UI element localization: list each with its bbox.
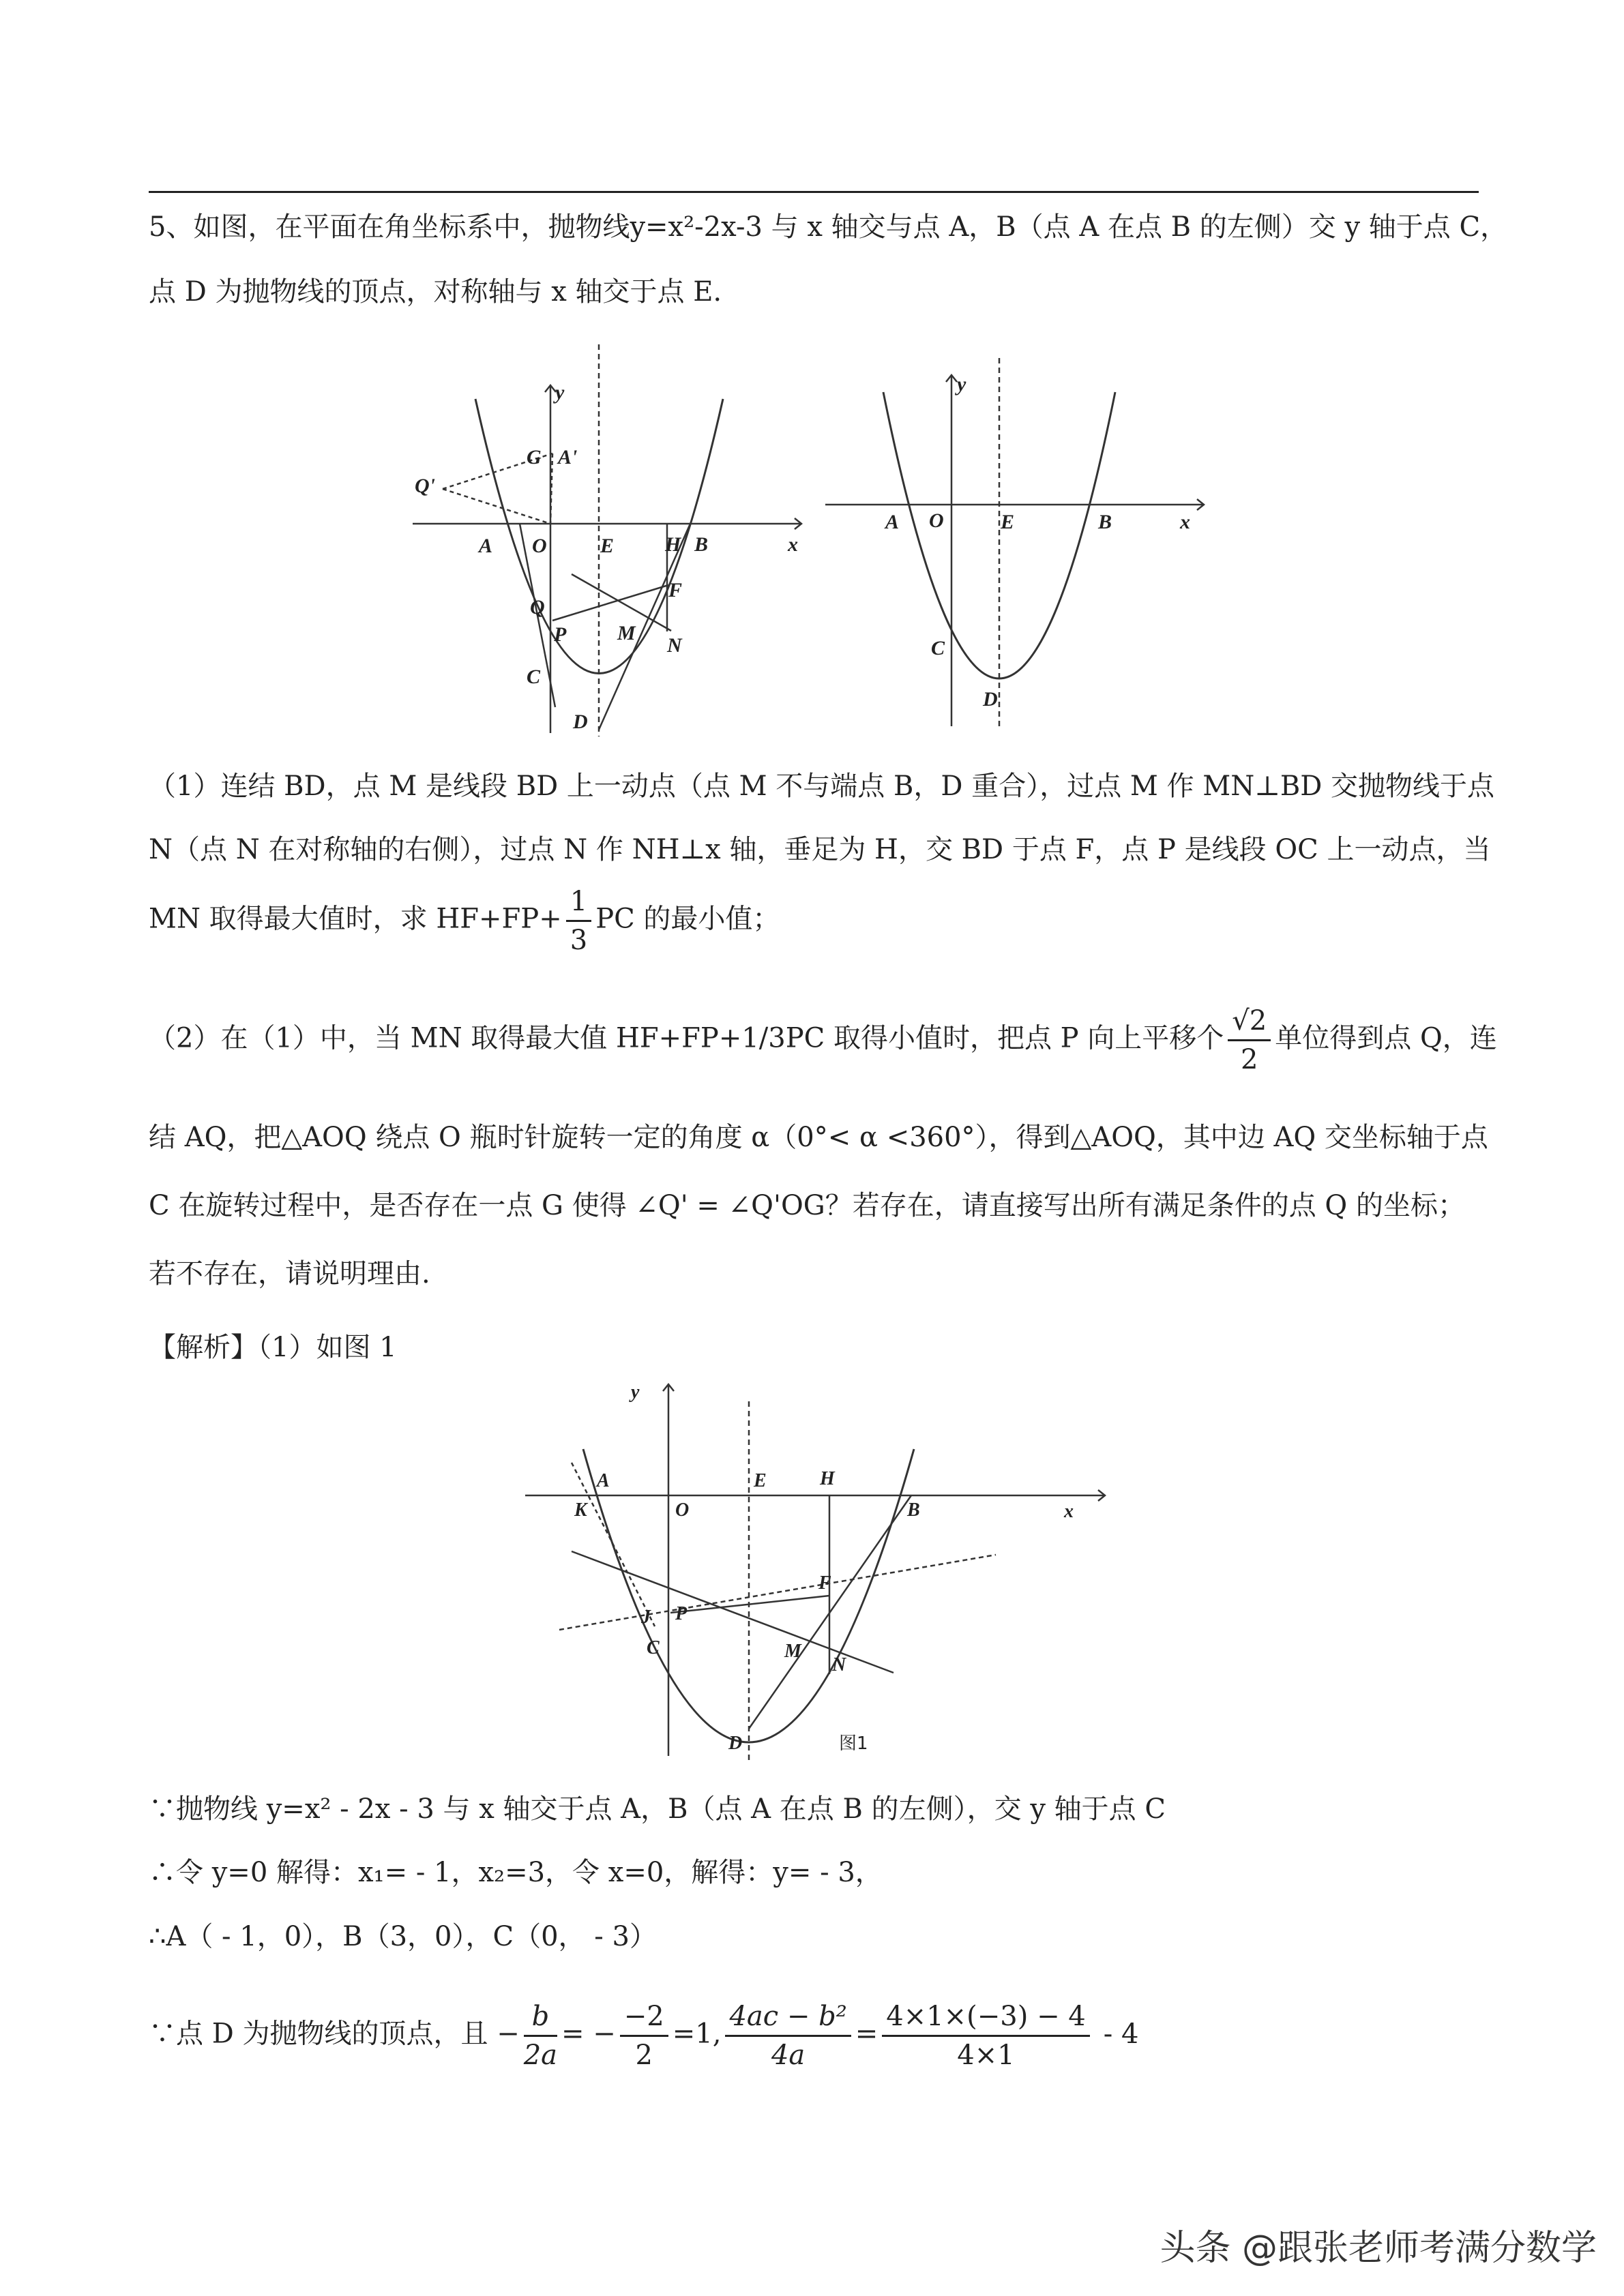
part1-line-3-text-b: PC 的最小值； xyxy=(595,903,780,935)
part1-line-3-text-a: MN 取得最大值时，求 HF+FP+ xyxy=(149,903,562,935)
figure-1-caption: 图1 xyxy=(839,1733,868,1754)
solution-line-3: ∴A（ - 1，0），B（3，0），C（0， - 3） xyxy=(149,1921,657,1952)
fig2-label-O: O xyxy=(929,509,944,532)
part2-line-3: C 在旋转过程中，是否存在一点 G 使得 ∠Q' = ∠Q'OG？若存在，请直接写出所有满足条件的点 Q 的坐标； xyxy=(149,1190,1465,1221)
part2-line-2: 结 AQ，把△AOQ 绕点 O 瓶时针旋转一定的角度 α（0°< α <360°），得到△AOQ，其中边 AQ 交坐标轴于点 xyxy=(149,1122,1488,1153)
solution-heading: 【解析】（1）如图 1 xyxy=(149,1332,397,1363)
fig1-label-C: C xyxy=(527,666,541,688)
fig2-label-B: B xyxy=(1098,511,1112,533)
fig1-label-G: G xyxy=(527,446,542,468)
fig2-label-x: x xyxy=(1180,511,1190,533)
fig3-label-K: K xyxy=(574,1500,587,1521)
solution-line-1: ∵抛物线 y=x² - 2x - 3 与 x 轴交于点 A，B（点 A 在点 B 的左侧），交 y 轴于点 C xyxy=(149,1793,1166,1825)
fig1-label-F: F xyxy=(668,579,683,601)
solution-line-4: ∵点 D 为抛物线的顶点，且 − $\frac{b}{2a}$ = − $\frac{-2}{2}$ =1, $\frac{\text{4ac − b²}}{4a}$ = $\frac{4\times 1\times(-3) - 4}{4\times 1}$ - 4 xyxy=(149,1998,1479,2074)
fig1-label-A-prime: A' xyxy=(558,446,578,468)
fig1-label-Q-prime: Q' xyxy=(415,475,435,497)
fig3-label-F: F xyxy=(818,1572,831,1594)
figure-1 xyxy=(518,1381,1119,1776)
fig3-label-O: O xyxy=(675,1500,690,1521)
fig3-label-P: P xyxy=(675,1603,688,1624)
fig3-label-D: D xyxy=(728,1733,743,1754)
watermark: 头条 @跟张老师考满分数学 xyxy=(1160,2228,1597,2269)
problem-line-2: 点 D 为抛物线的顶点，对称轴与 x 轴交于点 E. xyxy=(149,276,722,308)
part1-line-3 xyxy=(149,883,1479,959)
fraction-neg2-over-2: $\frac{-2}{2}$ xyxy=(620,1998,668,2074)
fig3-label-H: H xyxy=(820,1468,835,1489)
fig3-label-y: y xyxy=(631,1382,640,1403)
fig2-label-y: y xyxy=(957,373,966,396)
part2-line-1: （2）在（1）中，当 MN 取得最大值 HF+FP+1/3PC 取得小值时，把点 P 向上平移个 $\frac{√2}{2}$ 单位得到点 Q，连 xyxy=(149,1002,1479,1078)
problem-line-1: 5、如图，在平面在角坐标系中，抛物线y=x²-2x-3 与 x 轴交与点 A，B（点 A 在点 B 的左侧）交 y 轴于点 C， xyxy=(149,211,1508,243)
fig1-label-P: P xyxy=(554,623,567,646)
part1-line-2: N（点 N 在对称轴的右侧），过点 N 作 NH⊥x 轴，垂足为 H，交 BD 于点 F，点 P 是线段 OC 上一动点，当 xyxy=(149,834,1491,865)
fig1-label-y: y xyxy=(555,381,565,404)
fig1-label-M: M xyxy=(617,622,636,644)
fig3-label-A: A xyxy=(597,1470,610,1491)
fig3-label-J: J xyxy=(641,1607,651,1628)
fig1-label-H: H xyxy=(665,533,681,556)
fig3-label-C: C xyxy=(647,1637,660,1658)
fig3-label-B: B xyxy=(907,1500,920,1521)
fig3-label-N: N xyxy=(832,1654,846,1675)
fraction-vertex-value: $\frac{4\times 1\times(-3) - 4}{4\times 1}$ xyxy=(882,1998,1090,2074)
fig1-label-x: x xyxy=(788,533,798,556)
fig2-label-E: E xyxy=(1001,511,1015,533)
fig1-label-D: D xyxy=(573,711,588,733)
part2-line-4: 若不存在，请说明理由. xyxy=(149,1258,430,1289)
fraction-one-third: $\frac{1}{3}$ xyxy=(566,883,591,959)
figure-top-right xyxy=(822,344,1217,733)
fig3-label-M: M xyxy=(784,1641,801,1662)
fig1-label-E: E xyxy=(600,535,615,557)
fraction-vertex-y: $\frac{\text{4ac − b²}}{4a}$ xyxy=(725,1998,851,2074)
fig1-label-B: B xyxy=(694,533,709,556)
fig1-label-Q: Q xyxy=(530,596,545,618)
fig3-label-x: x xyxy=(1064,1501,1074,1522)
fig1-label-N: N xyxy=(667,634,682,657)
solution-line-2: ∴令 y=0 解得：x₁= - 1，x₂=3，令 x=0，解得：y= - 3， xyxy=(149,1857,883,1888)
fig1-label-A: A xyxy=(479,535,493,557)
part1-line-1: （1）连结 BD，点 M 是线段 BD 上一动点（点 M 不与端点 B，D 重合），过点 M 作 MN⊥BD 交抛物线于点 xyxy=(149,771,1495,802)
fig1-label-O: O xyxy=(532,535,547,557)
fraction-b-over-2a: $\frac{b}{2a}$ xyxy=(524,1998,557,2074)
fraction-sqrt2-over-2: $\frac{√2}{2}$ xyxy=(1228,1002,1271,1078)
fig2-label-C: C xyxy=(931,637,945,659)
fig2-label-A: A xyxy=(885,511,900,533)
fig2-label-D: D xyxy=(983,688,998,711)
fig3-label-E: E xyxy=(754,1470,767,1491)
top-rule xyxy=(149,191,1479,193)
figure-top-left xyxy=(409,334,805,743)
